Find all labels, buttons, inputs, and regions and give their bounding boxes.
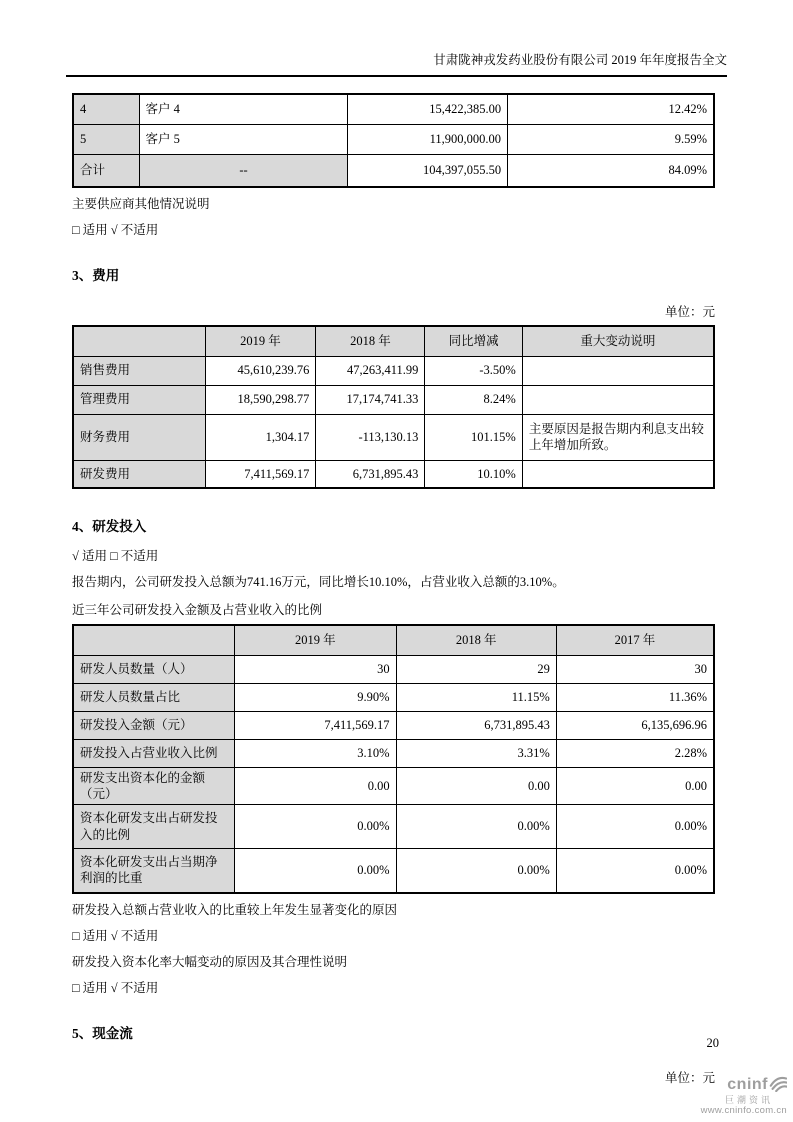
rnd-table-caption: 近三年公司研发投入金额及占营业收入的比例: [72, 603, 323, 617]
table-row: [73, 711, 714, 739]
table-row: [73, 356, 714, 385]
header-cell: 同比增减: [425, 326, 522, 356]
table-header-row: [73, 625, 714, 655]
cell-amount: 15,422,385.00: [348, 94, 508, 124]
cell-row-no: 5: [73, 124, 139, 154]
cell-2019-value: 3.10%: [235, 739, 397, 767]
cninfo-logo-text: cninf: [727, 1076, 768, 1094]
cell-2018-value: 17,174,741.33: [316, 385, 425, 414]
customer-table: [72, 93, 715, 188]
cell-expense-label: 销售费用: [73, 356, 205, 385]
unit-label: 单位：元: [664, 305, 715, 319]
cell-remark: [522, 460, 714, 488]
expenses-table: [72, 325, 715, 489]
page-number: 20: [706, 1036, 719, 1050]
table-row-total: [73, 154, 714, 187]
supplier-note: 主要供应商其他情况说明: [72, 197, 210, 211]
cell-rnd-label: 研发投入占营业收入比例: [73, 739, 235, 767]
cell-customer-name: --: [139, 154, 348, 187]
cell-rnd-label: 资本化研发支出占研发投入的比例: [73, 805, 235, 849]
cell-remark: [522, 356, 714, 385]
page-content: [72, 93, 715, 1091]
table-row: [73, 683, 714, 711]
cell-2019-value: 0.00: [235, 767, 397, 805]
cell-2018-value: 6,731,895.43: [396, 711, 556, 739]
cell-change-value: -3.50%: [425, 356, 522, 385]
cell-2017-value: 11.36%: [556, 683, 714, 711]
cell-2019-value: 7,411,569.17: [205, 460, 316, 488]
cell-rnd-label: 研发支出资本化的金额（元）: [73, 767, 235, 805]
cell-customer-name: 客户 4: [139, 94, 348, 124]
table-row: [73, 805, 714, 849]
cell-2018-value: 0.00%: [396, 849, 556, 893]
supplier-applicable-selector: □ 适用 √ 不适用: [72, 223, 159, 237]
cell-2017-value: 0.00%: [556, 805, 714, 849]
header-cell: 2017 年: [556, 625, 714, 655]
cell-2017-value: 30: [556, 655, 714, 683]
cell-rnd-label: 资本化研发支出占当期净利润的比重: [73, 849, 235, 893]
cell-change-value: 10.10%: [425, 460, 522, 488]
rnd-applicable-selector: √ 适用 □ 不适用: [72, 549, 159, 563]
header-cell: [73, 625, 235, 655]
section-heading-expenses: 3、费用: [72, 268, 120, 283]
cninfo-swirl-icon: [769, 1074, 787, 1096]
cell-percent: 12.42%: [508, 94, 714, 124]
table-header-row: [73, 326, 714, 356]
cell-2018-value: 11.15%: [396, 683, 556, 711]
table-row: [73, 385, 714, 414]
cell-2019-value: 7,411,569.17: [235, 711, 397, 739]
rnd-change-reason-note: 研发投入总额占营业收入的比重较上年发生显著变化的原因: [72, 902, 398, 917]
header-cell: [73, 326, 205, 356]
report-header-title: 甘肃陇神戎发药业股份有限公司 2019 年年度报告全文: [66, 50, 727, 77]
cell-2019-value: 45,610,239.76: [205, 356, 316, 385]
table-row: [73, 849, 714, 893]
cell-row-no: 合计: [73, 154, 139, 187]
header-cell: 2019 年: [235, 625, 397, 655]
cninfo-logo-chinese: 巨潮资讯: [724, 1094, 773, 1105]
table-row: [73, 767, 714, 805]
table-row: [73, 739, 714, 767]
cell-2018-value: 29: [396, 655, 556, 683]
header-cell: 2019 年: [205, 326, 316, 356]
cell-2018-value: 3.31%: [396, 739, 556, 767]
cell-change-value: 101.15%: [425, 414, 522, 460]
cell-customer-name: 客户 5: [139, 124, 348, 154]
cell-2018-value: -113,130.13: [316, 414, 425, 460]
cell-2018-value: 0.00%: [396, 805, 556, 849]
cell-percent: 84.09%: [508, 154, 714, 187]
cell-2019-value: 18,590,298.77: [205, 385, 316, 414]
cell-amount: 104,397,055.50: [348, 154, 508, 187]
cell-2017-value: 2.28%: [556, 739, 714, 767]
cell-2019-value: 0.00%: [235, 849, 397, 893]
rnd-capitalization-note: 研发投入资本化率大幅变动的原因及其合理性说明: [72, 954, 348, 969]
cell-expense-label: 管理费用: [73, 385, 205, 414]
cell-change-value: 8.24%: [425, 385, 522, 414]
cell-expense-label: 财务费用: [73, 414, 205, 460]
rnd-summary: 报告期内，公司研发投入总额为741.16万元，同比增长10.10%，占营业收入总额的3.10%。: [72, 575, 565, 589]
table-row: [73, 94, 714, 124]
header-cell: 2018 年: [396, 625, 556, 655]
cell-row-no: 4: [73, 94, 139, 124]
cell-remark: [522, 385, 714, 414]
cell-2019-value: 0.00%: [235, 805, 397, 849]
header-cell: 重大变动说明: [522, 326, 714, 356]
section-heading-rnd: 4、研发投入: [72, 519, 147, 534]
table-row: [73, 460, 714, 488]
cell-percent: 9.59%: [508, 124, 714, 154]
header-cell: 2018 年: [316, 326, 425, 356]
cell-expense-label: 研发费用: [73, 460, 205, 488]
cell-2017-value: 0.00: [556, 767, 714, 805]
cninfo-logo: [701, 1074, 787, 1116]
unit-label: 单位：元: [664, 1070, 715, 1085]
cell-2019-value: 9.90%: [235, 683, 397, 711]
cell-remark: 主要原因是报告期内利息支出较上年增加所致。: [522, 414, 714, 460]
rnd-change-reason-applicable-selector: □ 适用 √ 不适用: [72, 928, 159, 943]
rnd-capitalization-applicable-selector: □ 适用 √ 不适用: [72, 980, 159, 995]
cninfo-logo-url: www.cninfo.com.cn: [700, 1104, 787, 1116]
rnd-table: [72, 624, 715, 894]
cell-amount: 11,900,000.00: [348, 124, 508, 154]
cell-2018-value: 47,263,411.99: [316, 356, 425, 385]
table-row: [73, 414, 714, 460]
cell-rnd-label: 研发人员数量占比: [73, 683, 235, 711]
cell-2018-value: 0.00: [396, 767, 556, 805]
cell-rnd-label: 研发投入金额（元）: [73, 711, 235, 739]
cell-2018-value: 6,731,895.43: [316, 460, 425, 488]
cell-2017-value: 0.00%: [556, 849, 714, 893]
table-row: [73, 124, 714, 154]
cell-2019-value: 30: [235, 655, 397, 683]
cell-rnd-label: 研发人员数量（人）: [73, 655, 235, 683]
cell-2019-value: 1,304.17: [205, 414, 316, 460]
cell-2017-value: 6,135,696.96: [556, 711, 714, 739]
section-heading-cashflow: 5、现金流: [72, 1025, 133, 1041]
table-row: [73, 655, 714, 683]
